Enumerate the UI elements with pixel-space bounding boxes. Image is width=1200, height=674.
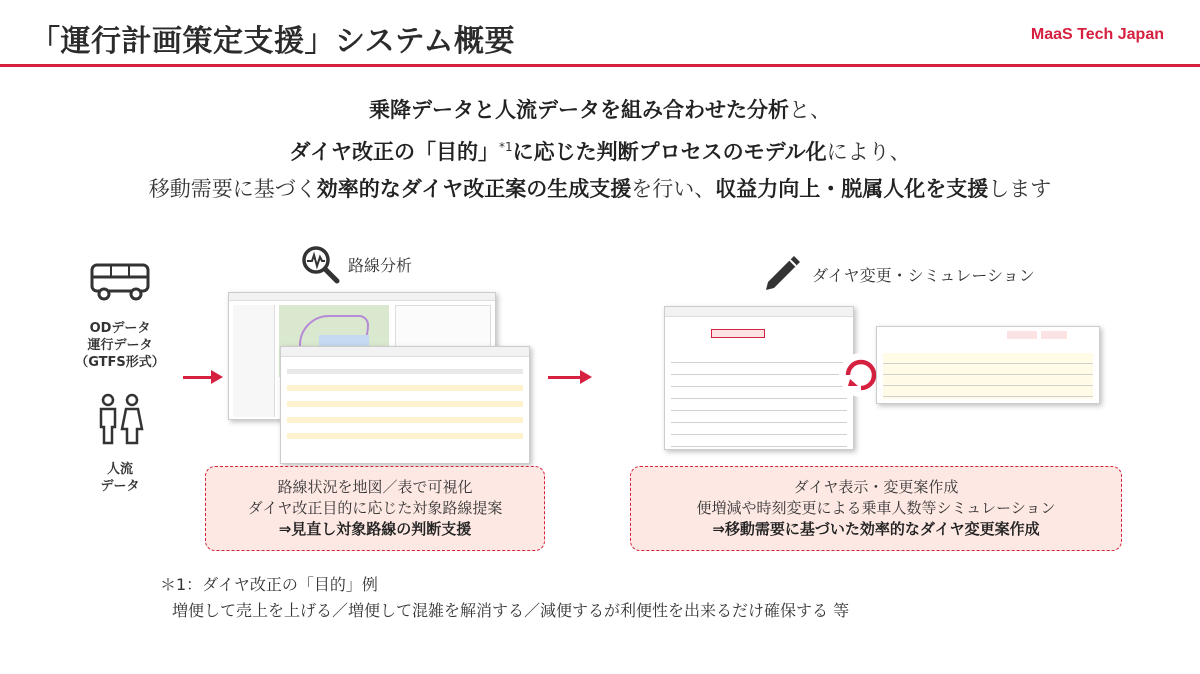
lead-text [0,92,1200,208]
route-analysis-note [205,466,545,551]
timetable-screenshot [664,306,854,450]
simulation-note-line-1: ダイヤ表示・変更案作成 [793,478,959,496]
pencil-icon [760,252,804,296]
footnote-line-2: 増便して売上を上げる／増便して混雑を解消する／減便するが利便性を出来るだけ確保する 等 [172,601,850,620]
data-inputs [70,262,170,495]
flow-data-label-1: 人流 [106,462,133,477]
footnote-line-1: ＊1：ダイヤ改正の「目的」例 [160,575,378,594]
route-note-line-1: 路線状況を地図／表で可視化 [277,478,473,496]
header-divider [0,64,1200,67]
people-icon [93,393,147,447]
simulation-screenshot [876,326,1100,404]
lead-line-2: ダイヤ改正の「目的」$^{*1}$に応じた判断プロセスのモデル化により、 [289,140,911,164]
arrow-input-to-analysis [183,376,213,379]
route-table-screenshot [280,346,530,464]
footnote [160,572,849,624]
page-title: 「運行計画策定支援」システム概要 [30,24,515,59]
simulation-note [630,466,1122,551]
od-data-label: ODデータ [89,321,151,336]
lead-line-3: 移動需要に基づく効率的なダイヤ改正案の生成支援を行い、収益力向上・脱属人化を支援します [148,177,1052,201]
magnifier-chart-icon [300,244,340,284]
route-note-line-2: ダイヤ改正目的に応じた対象路線提案 [247,499,503,517]
bus-icon [89,262,151,302]
route-analysis-heading: 路線分析 [300,244,412,284]
flow-data-label-2: データ [100,479,140,494]
simulation-note-line-3: ⇒移動需要に基づいた効率的なダイヤ変更案作成 [712,520,1040,538]
simulation-note-line-2: 便増減や時刻変更による乗車人数等シミュレーション [696,499,1056,517]
lead-line-1: 乗降データと人流データを組み合わせた分析と、 [369,98,831,122]
arrow-analysis-to-simulation [548,376,582,379]
gtfs-format-label: （GTFS形式） [75,355,165,370]
simulation-heading: ダイヤ変更・シミュレーション [760,252,1035,296]
operation-data-label: 運行データ [87,338,153,353]
route-note-line-3: ⇒見直し対象路線の判断支援 [278,520,472,538]
brand-logo: MaaS Tech Japan [1030,26,1164,43]
